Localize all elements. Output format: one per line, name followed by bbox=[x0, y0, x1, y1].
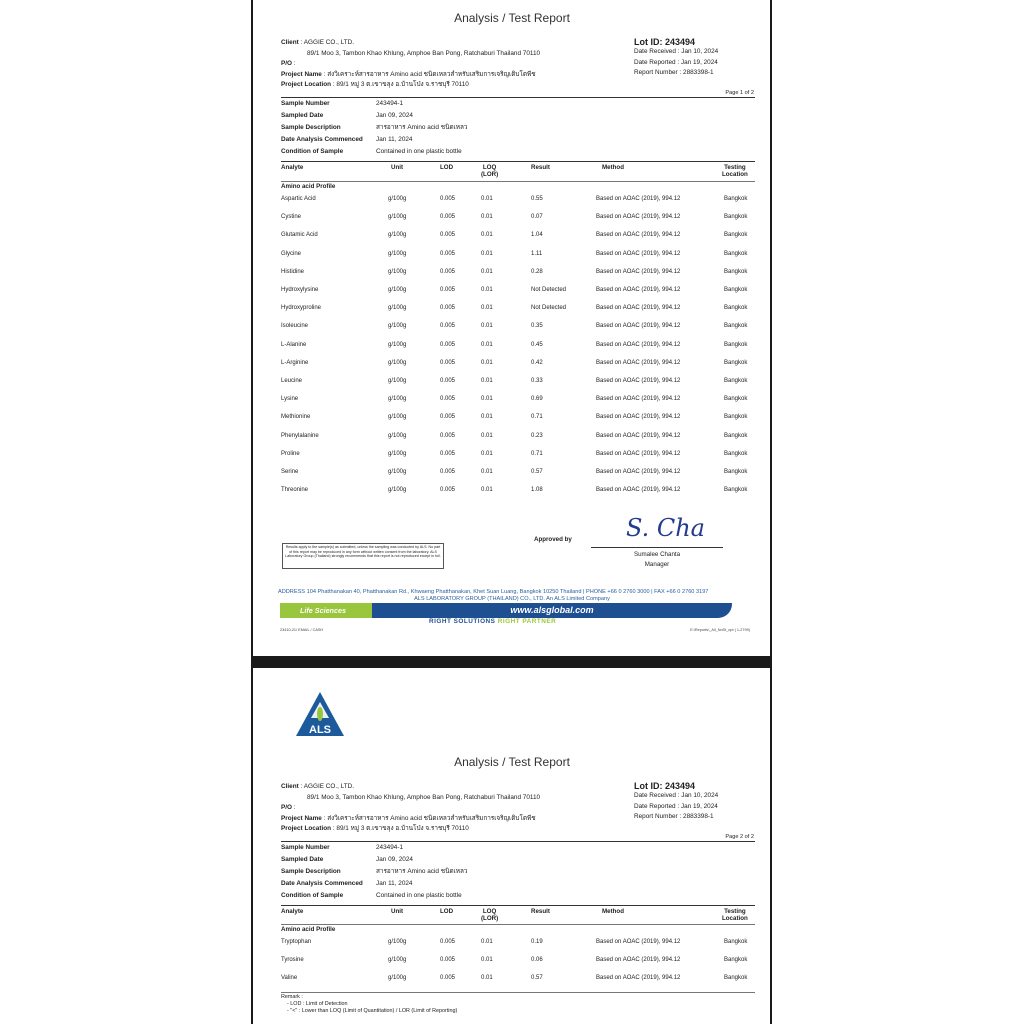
lor-label: (LOR) bbox=[481, 171, 499, 178]
lod-cell: 0.005 bbox=[440, 450, 456, 457]
col-loq-header bbox=[481, 908, 498, 922]
col-method-header: Method bbox=[602, 908, 624, 915]
lod-cell: 0.005 bbox=[440, 975, 456, 982]
website-band[interactable]: www.alsglobal.com bbox=[372, 603, 732, 618]
table-top-rule bbox=[281, 905, 755, 906]
table-top-rule bbox=[281, 161, 755, 162]
project-location: : 89/1 หมู่ 3 ต.เขาขลุง อ.บ้านโป่ง จ.ราชบุรี 70110 bbox=[332, 81, 469, 88]
result-cell: Not Detected bbox=[531, 305, 567, 312]
loq-label: LOQ bbox=[482, 164, 497, 171]
table-row bbox=[254, 269, 770, 279]
sample-field-label: Sampled Date bbox=[281, 112, 324, 119]
method-cell: Based on AOAC (2019), 994.12 bbox=[596, 939, 681, 945]
table-header bbox=[254, 908, 770, 924]
analyte-cell: Phenylalanine bbox=[281, 432, 319, 439]
page-number: Page 2 of 2 bbox=[725, 834, 754, 840]
loq-cell: 0.01 bbox=[481, 305, 493, 312]
loq-cell: 0.01 bbox=[481, 975, 493, 982]
sample-field bbox=[281, 110, 413, 122]
col-lod-header: LOD bbox=[440, 908, 454, 915]
method-cell: Based on AOAC (2019), 994.12 bbox=[596, 378, 681, 384]
sample-field-label: Condition of Sample bbox=[281, 148, 344, 155]
unit-cell: g/100g bbox=[388, 250, 407, 257]
method-cell: Based on AOAC (2019), 994.12 bbox=[596, 432, 681, 439]
disclaimer-box: Results apply to the sample(s) as submitted, unless the sampling was conducted by ALS. No part of this report may be reproduced in any form without written consent from the laboratory. ALS Laboratory Group (Thailand) strongly recommends that this report is not reproduced except in full. bbox=[282, 543, 444, 569]
group-heading: Amino acid Profile bbox=[281, 926, 336, 933]
location-cell: Bangkok bbox=[724, 378, 748, 384]
unit-cell: g/100g bbox=[388, 939, 407, 945]
loq-cell: 0.01 bbox=[481, 939, 493, 945]
location-cell: Bangkok bbox=[724, 287, 748, 293]
location-cell: Bangkok bbox=[724, 341, 748, 348]
lod-cell: 0.005 bbox=[440, 323, 456, 330]
testing-label: Testing bbox=[724, 908, 746, 915]
location-cell: Bangkok bbox=[724, 487, 748, 494]
analyte-cell: Hydroxyproline bbox=[281, 305, 322, 312]
location-cell: Bangkok bbox=[724, 196, 748, 202]
location-cell: Bangkok bbox=[724, 214, 748, 221]
analyte-cell: Leucine bbox=[281, 378, 303, 384]
date-reported: Date Reported : Jan 19, 2024 bbox=[634, 802, 718, 810]
report-page-2 bbox=[254, 668, 770, 1024]
unit-cell: g/100g bbox=[388, 341, 407, 348]
location-cell: Bangkok bbox=[724, 450, 748, 457]
report-number: Report Number : 2883398-1 bbox=[634, 69, 714, 76]
result-cell: 0.71 bbox=[531, 450, 543, 457]
col-location-header bbox=[722, 908, 748, 922]
location-cell: Bangkok bbox=[724, 250, 748, 257]
table-row bbox=[254, 975, 770, 985]
sample-field-value: Contained in one plastic bottle bbox=[376, 148, 462, 155]
analyte-cell: L-Alanine bbox=[281, 341, 307, 348]
method-cell: Based on AOAC (2019), 994.12 bbox=[596, 196, 681, 202]
loq-cell: 0.01 bbox=[481, 268, 493, 275]
sample-field-value: 243494-1 bbox=[376, 844, 404, 851]
sample-field bbox=[281, 842, 404, 854]
sample-field-value: สารอาหาร Amino acid ชนิดเหลว bbox=[376, 868, 468, 875]
method-cell: Based on AOAC (2019), 994.12 bbox=[596, 487, 681, 494]
lot-block bbox=[634, 37, 718, 79]
sample-field-label: Sample Number bbox=[281, 844, 330, 851]
sample-info bbox=[281, 842, 468, 902]
lod-cell: 0.005 bbox=[440, 396, 456, 403]
col-analyte-header: Analyte bbox=[281, 164, 304, 171]
method-cell: Based on AOAC (2019), 994.12 bbox=[596, 323, 681, 330]
sample-field-value: Jan 09, 2024 bbox=[376, 112, 413, 119]
analyte-cell: Serine bbox=[281, 469, 299, 475]
remarks bbox=[281, 994, 457, 1016]
loq-cell: 0.01 bbox=[481, 214, 493, 221]
sample-field bbox=[281, 854, 413, 866]
unit-cell: g/100g bbox=[388, 414, 407, 421]
col-loq-header bbox=[481, 164, 498, 178]
sample-field-label: Sampled Date bbox=[281, 856, 324, 863]
unit-cell: g/100g bbox=[388, 287, 407, 293]
po-value: : bbox=[293, 804, 296, 811]
sample-field-label: Date Analysis Commenced bbox=[281, 136, 363, 143]
lod-cell: 0.005 bbox=[440, 287, 456, 293]
location-cell: Bangkok bbox=[724, 939, 748, 945]
method-cell: Based on AOAC (2019), 994.12 bbox=[596, 414, 681, 421]
lod-cell: 0.005 bbox=[440, 939, 456, 945]
method-cell: Based on AOAC (2019), 994.12 bbox=[596, 305, 681, 312]
col-lod-header: LOD bbox=[440, 164, 454, 171]
loq-cell: 0.01 bbox=[481, 957, 493, 964]
unit-cell: g/100g bbox=[388, 305, 407, 312]
sample-field-value: 243494-1 bbox=[376, 100, 404, 107]
page-separator bbox=[252, 656, 772, 668]
table-row bbox=[254, 939, 770, 949]
unit-cell: g/100g bbox=[388, 196, 407, 202]
result-cell: 0.57 bbox=[531, 975, 543, 982]
lod-cell: 0.005 bbox=[440, 469, 456, 475]
project-name-label: Project Name bbox=[281, 814, 322, 822]
analyte-cell: Glutamic Acid bbox=[281, 232, 318, 239]
als-logo-icon bbox=[294, 690, 346, 738]
analyte-cell: Tryptophan bbox=[281, 939, 312, 945]
method-cell: Based on AOAC (2019), 994.12 bbox=[596, 287, 681, 293]
col-result-header: Result bbox=[531, 164, 550, 171]
po-label: P/O bbox=[281, 60, 293, 67]
col-result-header: Result bbox=[531, 908, 550, 915]
loq-cell: 0.01 bbox=[481, 196, 493, 202]
table-row bbox=[254, 232, 770, 242]
als-logo bbox=[294, 690, 346, 743]
project-location-label: Project Location bbox=[281, 81, 332, 88]
lod-cell: 0.005 bbox=[440, 378, 456, 384]
loq-cell: 0.01 bbox=[481, 487, 493, 494]
project-name: : ส่งวิเคราะห์สารอาหาร Amino acid ชนิดเหลวสำหรับเสริมการเจริญเติบโตพืช bbox=[323, 70, 536, 78]
lod-cell: 0.005 bbox=[440, 957, 456, 964]
lot-block bbox=[634, 781, 718, 823]
unit-cell: g/100g bbox=[388, 268, 407, 275]
footer-code: 23410-21/ EMAIL / CASH bbox=[280, 628, 324, 632]
analyte-cell: Lysine bbox=[281, 396, 299, 403]
table-row bbox=[254, 414, 770, 424]
sample-field bbox=[281, 878, 413, 890]
result-cell: 0.19 bbox=[531, 939, 543, 945]
method-cell: Based on AOAC (2019), 994.12 bbox=[596, 975, 681, 982]
table-row bbox=[254, 378, 770, 388]
sample-field bbox=[281, 890, 462, 902]
tagline-part-1: RIGHT SOLUTIONS bbox=[429, 618, 496, 625]
loq-cell: 0.01 bbox=[481, 414, 493, 421]
analyte-cell: Hydroxylysine bbox=[281, 287, 319, 293]
sample-info bbox=[281, 98, 468, 158]
project-name: : ส่งวิเคราะห์สารอาหาร Amino acid ชนิดเหลวสำหรับเสริมการเจริญเติบโตพืช bbox=[323, 814, 536, 822]
result-cell: 0.35 bbox=[531, 323, 543, 330]
location-cell: Bangkok bbox=[724, 469, 748, 475]
sample-field-label: Sample Description bbox=[281, 868, 341, 875]
table-row bbox=[254, 360, 770, 370]
result-cell: 1.04 bbox=[531, 232, 543, 239]
table-header-rule bbox=[281, 181, 755, 182]
analyte-cell: L-Arginine bbox=[281, 359, 309, 366]
table-row bbox=[254, 451, 770, 461]
lod-cell: 0.005 bbox=[440, 214, 456, 221]
sample-field-value: Jan 09, 2024 bbox=[376, 856, 413, 863]
tagline-part-2: RIGHT PARTNER bbox=[497, 618, 557, 625]
signer-block bbox=[591, 550, 723, 570]
loq-cell: 0.01 bbox=[481, 378, 493, 384]
life-sciences-band: Life Sciences bbox=[280, 603, 372, 618]
lod-cell: 0.005 bbox=[440, 232, 456, 239]
method-cell: Based on AOAC (2019), 994.12 bbox=[596, 957, 681, 964]
result-cell: 0.57 bbox=[531, 469, 543, 475]
loq-cell: 0.01 bbox=[481, 323, 493, 330]
method-cell: Based on AOAC (2019), 994.12 bbox=[596, 469, 681, 475]
remark-lod: - LOD : Limit of Detection bbox=[287, 1001, 348, 1008]
client-name: : AGGIE CO., LTD. bbox=[300, 783, 355, 790]
lod-cell: 0.005 bbox=[440, 196, 456, 202]
project-location: : 89/1 หมู่ 3 ต.เขาขลุง อ.บ้านโป่ง จ.ราชบุรี 70110 bbox=[332, 825, 469, 832]
lab-group-name: ALS LABORATORY GROUP (THAILAND) CO., LTD. An ALS Limited Company bbox=[414, 596, 610, 602]
po-label: P/O bbox=[281, 804, 293, 811]
date-reported: Date Reported : Jan 19, 2024 bbox=[634, 58, 718, 66]
location-cell: Bangkok bbox=[724, 305, 748, 312]
signer-title: Manager bbox=[644, 561, 670, 568]
lod-cell: 0.005 bbox=[440, 432, 456, 439]
result-cell: 0.45 bbox=[531, 341, 543, 348]
sample-field bbox=[281, 98, 404, 110]
lot-id: Lot ID: 243494 bbox=[634, 781, 696, 791]
table-row bbox=[254, 214, 770, 224]
analyte-cell: Cystine bbox=[281, 214, 302, 221]
result-cell: 0.71 bbox=[531, 414, 543, 421]
lod-cell: 0.005 bbox=[440, 268, 456, 275]
loq-cell: 0.01 bbox=[481, 341, 493, 348]
col-unit-header: Unit bbox=[391, 164, 404, 171]
date-received: Date Received : Jan 10, 2024 bbox=[634, 48, 719, 55]
loq-cell: 0.01 bbox=[481, 396, 493, 403]
method-cell: Based on AOAC (2019), 994.12 bbox=[596, 359, 681, 366]
method-cell: Based on AOAC (2019), 994.12 bbox=[596, 268, 681, 275]
unit-cell: g/100g bbox=[388, 469, 407, 475]
table-row bbox=[254, 396, 770, 406]
result-cell: Not Detected bbox=[531, 287, 567, 293]
result-cell: 0.28 bbox=[531, 268, 543, 275]
loq-cell: 0.01 bbox=[481, 450, 493, 457]
location-cell: Bangkok bbox=[724, 268, 748, 275]
sample-field-value: สารอาหาร Amino acid ชนิดเหลว bbox=[376, 124, 468, 131]
table-row bbox=[254, 287, 770, 297]
method-cell: Based on AOAC (2019), 994.12 bbox=[596, 250, 681, 257]
table-row bbox=[254, 251, 770, 261]
table-row bbox=[254, 305, 770, 315]
result-cell: 0.42 bbox=[531, 359, 543, 366]
sample-field-label: Sample Number bbox=[281, 100, 330, 107]
analyte-cell: Valine bbox=[281, 975, 298, 982]
table-row bbox=[254, 487, 770, 497]
analyte-cell: Aspartic Acid bbox=[281, 196, 316, 202]
testing-label: Testing bbox=[724, 164, 746, 171]
lod-cell: 0.005 bbox=[440, 359, 456, 366]
sample-field-label: Sample Description bbox=[281, 124, 341, 131]
left-frame-border bbox=[251, 0, 253, 1024]
lod-cell: 0.005 bbox=[440, 250, 456, 257]
location-cell: Bangkok bbox=[724, 323, 748, 330]
logo-text: ALS bbox=[309, 724, 331, 736]
lor-label: (LOR) bbox=[481, 915, 499, 922]
result-cell: 0.69 bbox=[531, 396, 543, 403]
lod-cell: 0.005 bbox=[440, 341, 456, 348]
sample-field-value: Jan 11, 2024 bbox=[376, 880, 413, 887]
table-row bbox=[254, 342, 770, 352]
col-method-header: Method bbox=[602, 164, 624, 171]
client-block bbox=[281, 782, 540, 835]
client-address: 89/1 Moo 3, Tambon Khao Khlung, Amphoe Ban Pong, Ratchaburi Thailand 70110 bbox=[307, 793, 541, 801]
footer-path: E:\Reports\_All_NoSt_opt ( 1-2799) bbox=[690, 628, 750, 632]
remark-rule bbox=[281, 992, 755, 993]
table-row bbox=[254, 433, 770, 443]
sample-field bbox=[281, 134, 413, 146]
location-cell: Bangkok bbox=[724, 957, 748, 964]
table-row bbox=[254, 196, 770, 206]
result-cell: 0.06 bbox=[531, 957, 543, 964]
analyte-cell: Methionine bbox=[281, 414, 311, 421]
signature-line bbox=[591, 547, 723, 548]
signature: S. Cha bbox=[626, 514, 705, 542]
loq-cell: 0.01 bbox=[481, 432, 493, 439]
location-label: Location bbox=[722, 171, 748, 178]
date-received: Date Received : Jan 10, 2024 bbox=[634, 792, 719, 799]
result-cell: 1.11 bbox=[531, 250, 543, 257]
unit-cell: g/100g bbox=[388, 359, 407, 366]
col-unit-header: Unit bbox=[391, 908, 404, 915]
report-number: Report Number : 2883398-1 bbox=[634, 813, 714, 820]
loq-cell: 0.01 bbox=[481, 469, 493, 475]
sample-field-label: Condition of Sample bbox=[281, 892, 344, 899]
analyte-cell: Glycine bbox=[281, 250, 302, 257]
col-analyte-header: Analyte bbox=[281, 908, 304, 915]
po-value: : bbox=[293, 60, 296, 67]
lod-cell: 0.005 bbox=[440, 414, 456, 421]
method-cell: Based on AOAC (2019), 994.12 bbox=[596, 341, 681, 348]
unit-cell: g/100g bbox=[388, 378, 407, 384]
group-heading: Amino acid Profile bbox=[281, 183, 336, 190]
sample-field bbox=[281, 866, 468, 878]
unit-cell: g/100g bbox=[388, 432, 407, 439]
client-address: 89/1 Moo 3, Tambon Khao Khlung, Amphoe Ban Pong, Ratchaburi Thailand 70110 bbox=[307, 49, 541, 57]
result-cell: 0.33 bbox=[531, 378, 543, 384]
location-cell: Bangkok bbox=[724, 414, 748, 421]
location-cell: Bangkok bbox=[724, 975, 748, 982]
lod-cell: 0.005 bbox=[440, 487, 456, 494]
report-title: Analysis / Test Report bbox=[454, 755, 570, 769]
table-row bbox=[254, 957, 770, 967]
project-location-label: Project Location bbox=[281, 825, 332, 832]
project-name-label: Project Name bbox=[281, 70, 322, 78]
result-cell: 0.55 bbox=[531, 196, 543, 202]
client-name: : AGGIE CO., LTD. bbox=[300, 39, 355, 46]
report-page-1 bbox=[254, 0, 770, 656]
loq-cell: 0.01 bbox=[481, 359, 493, 366]
unit-cell: g/100g bbox=[388, 323, 407, 330]
col-location-header bbox=[722, 164, 748, 178]
client-label: Client bbox=[281, 39, 299, 46]
lot-id: Lot ID: 243494 bbox=[634, 37, 696, 47]
analyte-cell: Isoleucine bbox=[281, 323, 309, 330]
sample-field-value: Jan 11, 2024 bbox=[376, 136, 413, 143]
report-title: Analysis / Test Report bbox=[454, 11, 570, 25]
method-cell: Based on AOAC (2019), 994.12 bbox=[596, 396, 681, 403]
table-row bbox=[254, 469, 770, 479]
table-header bbox=[254, 164, 770, 180]
client-label: Client bbox=[281, 783, 299, 790]
location-cell: Bangkok bbox=[724, 232, 748, 239]
sample-field-label: Date Analysis Commenced bbox=[281, 880, 363, 887]
approved-by-label: Approved by bbox=[534, 536, 572, 543]
client-block bbox=[281, 38, 540, 91]
location-cell: Bangkok bbox=[724, 359, 748, 366]
result-cell: 0.23 bbox=[531, 432, 543, 439]
table-header-rule bbox=[281, 924, 755, 925]
location-label: Location bbox=[722, 915, 748, 922]
right-frame-border bbox=[770, 0, 772, 1024]
method-cell: Based on AOAC (2019), 994.12 bbox=[596, 214, 681, 221]
lod-cell: 0.005 bbox=[440, 305, 456, 312]
loq-cell: 0.01 bbox=[481, 250, 493, 257]
loq-cell: 0.01 bbox=[481, 287, 493, 293]
remark-title: Remark : bbox=[281, 994, 303, 1000]
result-cell: 0.07 bbox=[531, 214, 543, 221]
unit-cell: g/100g bbox=[388, 957, 407, 964]
location-cell: Bangkok bbox=[724, 396, 748, 403]
loq-label: LOQ bbox=[482, 908, 497, 915]
sample-field bbox=[281, 146, 462, 158]
page-number: Page 1 of 2 bbox=[725, 90, 754, 96]
analyte-cell: Tyrosine bbox=[281, 957, 304, 964]
tagline bbox=[429, 618, 556, 625]
unit-cell: g/100g bbox=[388, 232, 407, 239]
unit-cell: g/100g bbox=[388, 214, 407, 221]
result-cell: 1.08 bbox=[531, 487, 543, 494]
unit-cell: g/100g bbox=[388, 487, 407, 494]
sample-field bbox=[281, 122, 468, 134]
analyte-cell: Proline bbox=[281, 450, 300, 457]
unit-cell: g/100g bbox=[388, 396, 407, 403]
lab-address: ADDRESS 104 Phatthanakan 40, Phatthanakan Rd., Khwaeng Phatthanakan, Khet Suan Luang, Bangkok 10250 Thailand | PHONE +66 0 2760 3000 | FAX +66 0 2760 3197 bbox=[278, 589, 709, 595]
remark-lt: - "<" : Lower than LOQ (Limit of Quantitation) / LOR (Limit of Reporting) bbox=[287, 1008, 458, 1015]
method-cell: Based on AOAC (2019), 994.12 bbox=[596, 232, 681, 239]
method-cell: Based on AOAC (2019), 994.12 bbox=[596, 450, 681, 457]
sample-field-value: Contained in one plastic bottle bbox=[376, 892, 462, 899]
signer-name: Sumalee Chanta bbox=[633, 551, 681, 558]
table-row bbox=[254, 323, 770, 333]
analyte-cell: Histidine bbox=[281, 268, 305, 275]
unit-cell: g/100g bbox=[388, 975, 407, 982]
loq-cell: 0.01 bbox=[481, 232, 493, 239]
analyte-cell: Threonine bbox=[281, 487, 309, 494]
location-cell: Bangkok bbox=[724, 432, 748, 439]
unit-cell: g/100g bbox=[388, 450, 407, 457]
